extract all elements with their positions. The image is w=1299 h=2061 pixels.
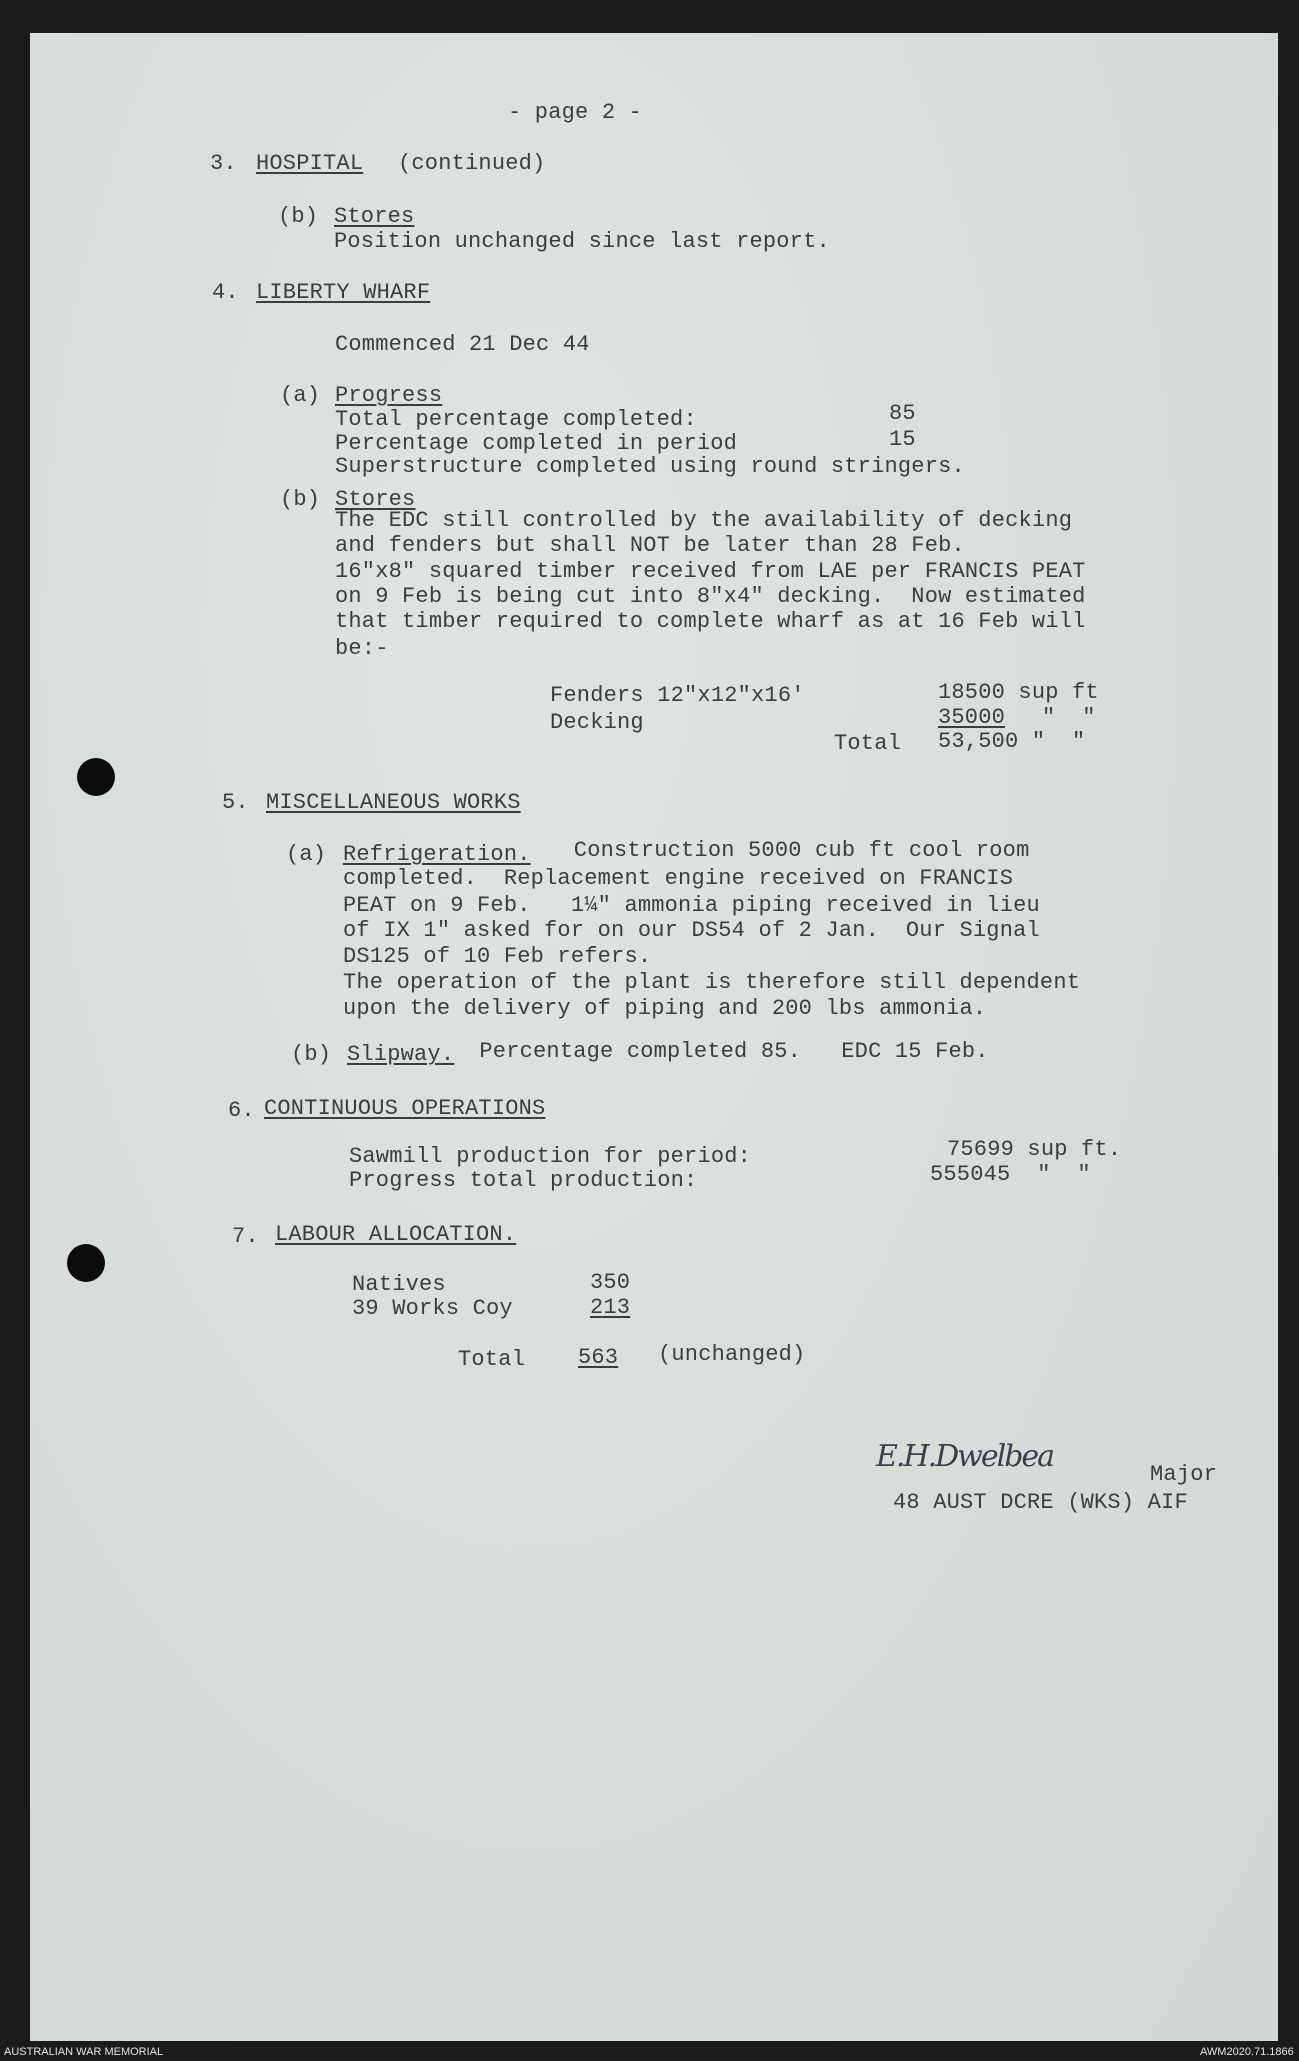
section-5b-heading: Slipway. — [347, 1042, 455, 1067]
section-5a-label: (a) — [286, 842, 327, 867]
section-4b-line-3: 16"x8" squared timber received from LAE per FRANCIS PEAT — [335, 559, 1086, 584]
section-5a-line-5: DS125 of 10 Feb refers. — [343, 944, 652, 969]
section-5a-line-2: completed. Replacement engine received on FRANCIS — [343, 866, 1014, 891]
superstructure-note: Superstructure completed using round stringers. — [335, 454, 965, 479]
signature-unit: 48 AUST DCRE (WKS) AIF — [893, 1490, 1188, 1515]
section-5a-line-7: upon the delivery of piping and 200 lbs ammonia. — [343, 996, 987, 1021]
labour-total-note: (unchanged) — [658, 1342, 806, 1367]
natives-label: Natives — [352, 1272, 446, 1297]
timber-total-label: Total — [834, 731, 902, 756]
total-percentage-label: Total percentage completed: — [335, 407, 697, 432]
natives-value: 350 — [590, 1270, 631, 1295]
section-4b-line-5: that timber required to complete wharf as at 16 Feb will — [335, 609, 1086, 634]
section-5a-line-6: The operation of the plant is therefore still dependent — [343, 970, 1081, 995]
section-4b-heading: Stores — [335, 487, 416, 512]
section-5-number: 5. — [222, 790, 249, 815]
handwritten-signature: E.H.Dwelbea — [876, 1439, 1054, 1474]
labour-total-label: Total — [458, 1347, 526, 1372]
section-4b-line-6: be:- — [335, 636, 389, 661]
section-4a-label: (a) — [280, 383, 321, 408]
document-page — [30, 33, 1278, 2041]
section-3b-label: (b) — [278, 204, 319, 229]
section-4b-line-2: and fenders but shall NOT be later than 28 Feb. — [335, 533, 965, 558]
fenders-label: Fenders 12"x12"x16' — [550, 683, 805, 708]
section-3-suffix: (continued) — [398, 151, 546, 176]
decking-value: 35000 — [938, 705, 1006, 730]
period-percentage-value: 15 — [889, 427, 916, 452]
page-number-header: - page 2 - — [508, 100, 643, 125]
decking-label: Decking — [550, 710, 644, 735]
section-3b-text: Position unchanged since last report. — [334, 229, 830, 254]
section-3-number: 3. — [210, 151, 237, 176]
section-4-number: 4. — [212, 280, 239, 305]
period-percentage-label: Percentage completed in period — [335, 431, 738, 456]
section-4b-line-1: The EDC still controlled by the availability of decking — [335, 508, 1073, 533]
progress-total-label: Progress total production: — [349, 1168, 698, 1193]
footer-accession-number: AWM2020.71.1866 — [1200, 2046, 1294, 2058]
total-percentage-value: 85 — [889, 401, 916, 426]
section-6-heading: CONTINUOUS OPERATIONS — [264, 1096, 546, 1121]
section-5b-text: Percentage completed 85. EDC 15 Feb. — [466, 1039, 989, 1064]
section-5a-line-1: Construction 5000 cub ft cool room — [547, 838, 1030, 863]
punch-hole-bottom — [67, 1244, 105, 1282]
progress-total-value: 555045 " " — [930, 1162, 1091, 1187]
section-5b-label: (b) — [291, 1042, 332, 1067]
labour-total-value: 563 — [578, 1345, 619, 1370]
decking-ditto: " " — [1042, 705, 1096, 730]
section-7-heading: LABOUR ALLOCATION. — [275, 1222, 517, 1247]
section-5a-line-4: of IX 1" asked for on our DS54 of 2 Jan. Our Signal — [343, 918, 1040, 943]
sawmill-value: 75699 sup ft. — [947, 1137, 1122, 1162]
section-5a-heading: Refrigeration. — [343, 842, 531, 867]
section-7-number: 7. — [232, 1224, 259, 1249]
footer-archive-name: AUSTRALIAN WAR MEMORIAL — [4, 2046, 164, 2058]
section-3b-heading: Stores — [334, 204, 415, 229]
section-4b-line-4: on 9 Feb is being cut into 8"x4" decking. Now estimated — [335, 584, 1086, 609]
works-coy-label: 39 Works Coy — [352, 1296, 513, 1321]
signature-rank: Major — [1150, 1462, 1218, 1487]
fenders-value: 18500 sup ft — [938, 680, 1099, 705]
section-3-heading: HOSPITAL — [256, 151, 364, 176]
timber-total-value: 53,500 " " — [938, 729, 1086, 754]
works-coy-value: 213 — [590, 1295, 631, 1320]
sawmill-label: Sawmill production for period: — [349, 1144, 752, 1169]
section-5-heading: MISCELLANEOUS WORKS — [266, 790, 521, 815]
section-4b-label: (b) — [280, 487, 321, 512]
punch-hole-top — [77, 758, 115, 796]
section-4a-heading: Progress — [335, 383, 443, 408]
section-5a-line-3: PEAT on 9 Feb. 1¼" ammonia piping received in lieu — [343, 893, 1040, 918]
section-6-number: 6. — [228, 1098, 255, 1123]
section-4-commenced: Commenced 21 Dec 44 — [335, 332, 590, 357]
section-4-heading: LIBERTY WHARF — [256, 280, 431, 305]
